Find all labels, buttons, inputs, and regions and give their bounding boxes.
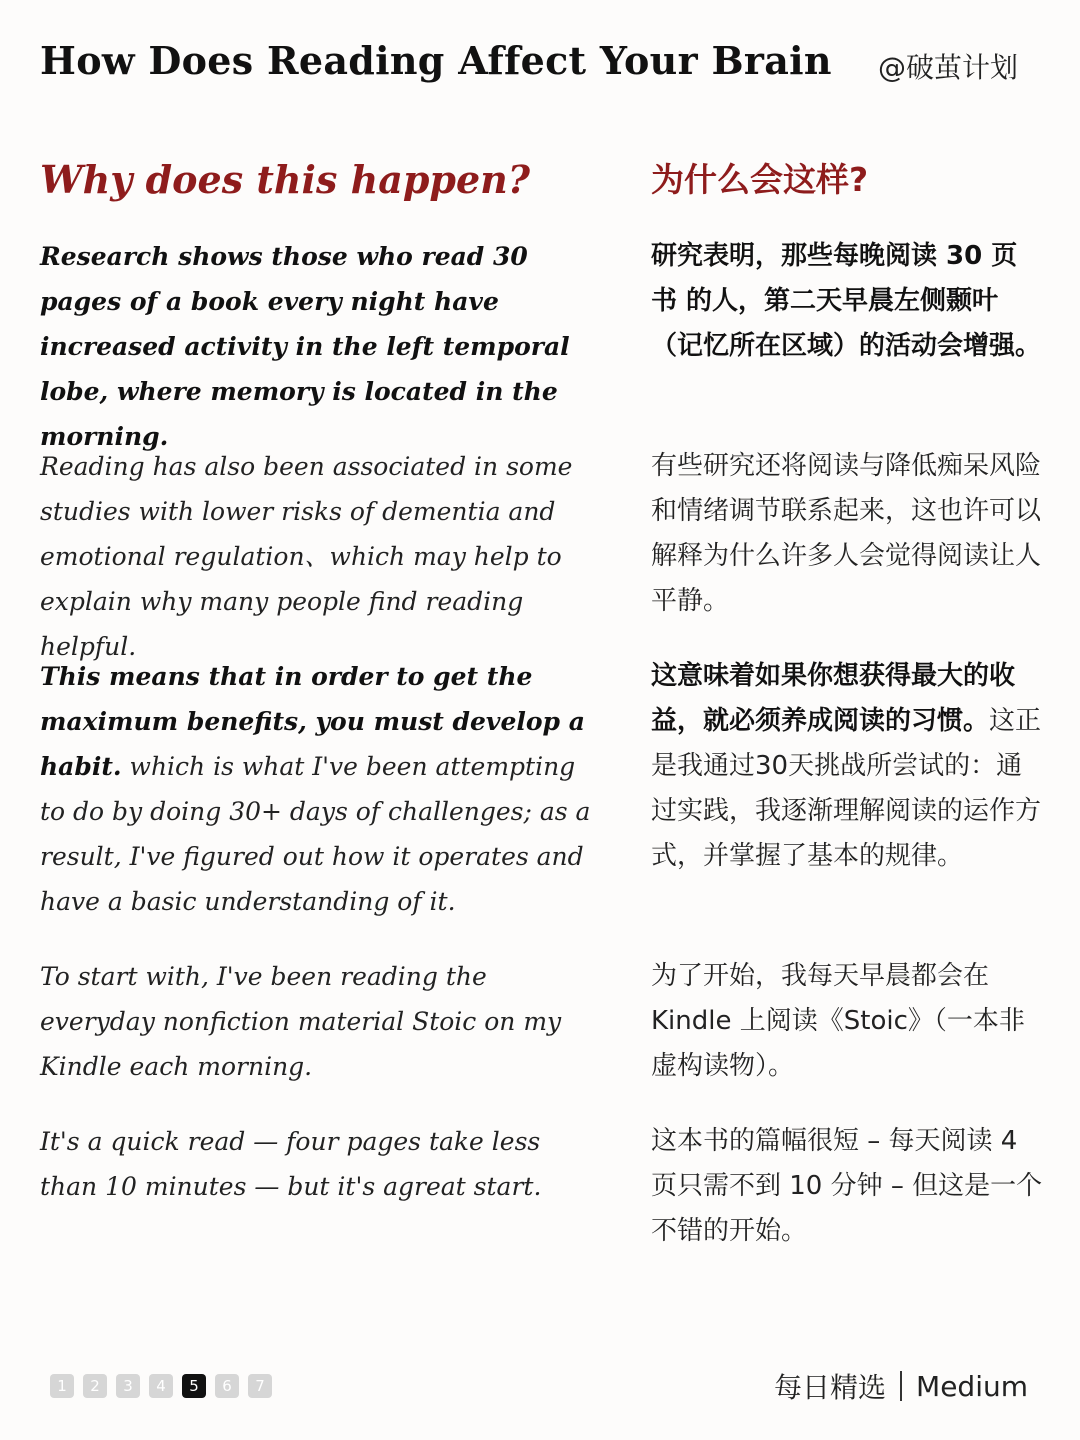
footer-brand [774,1366,1028,1406]
page-indicator-4[interactable]: 4 [149,1374,173,1398]
section-heading-zh: 为什么会这样? [651,160,869,199]
page-indicator-7[interactable]: 7 [248,1374,272,1398]
paragraph-en-3-bold: This means that in order to get the maximum benefits, you must develop a habit. [40,662,585,781]
paragraph-zh-5: 这本书的篇幅很短 – 每天阅读 4 页只需不到 10 分钟 – 但这是一个不错的开始。 [651,1126,1043,1246]
author-handle: @破茧计划 [877,51,1018,84]
paragraph-en-4: To start with, I've been reading the everyday nonfiction material Stoic on my Kindle each morning. [40,962,562,1081]
paragraph-zh-3 [651,654,1043,879]
paragraph-zh-2: 有些研究还将阅读与降低痴呆风险和情绪调节联系起来，这也许可以解释为什么许多人会觉得阅读让人平静。 [651,451,1042,616]
paragraph-en-2: Reading has also been associated in some studies with lower risks of dementia and emotional regulation、which may help to explain why many people find reading helpful. [40,452,573,661]
footer-divider [900,1371,902,1401]
footer-source: Medium [916,1369,1028,1403]
page-indicator-2[interactable]: 2 [83,1374,107,1398]
paragraph-zh-1: 研究表明，那些每晚阅读 30 页书 的人，第二天早晨左侧颞叶（记忆所在区域）的活动会增强。 [651,241,1042,361]
page-indicator-5-current[interactable]: 5 [182,1374,206,1398]
section-heading-en: Why does this happen? [40,157,531,202]
pagination [50,1374,272,1398]
page-indicator-3[interactable]: 3 [116,1374,140,1398]
paragraph-en-3-rest: which is what I've been attempting to do by doing 30+ days of challenges; as a result, I've figured out how it operates and have a basic understanding of it. [40,752,591,916]
paragraph-en-5: It's a quick read — four pages take less than 10 minutes — but it's agreat start. [40,1127,542,1201]
footer-label: 每日精选 [774,1371,887,1404]
page-indicator-1[interactable]: 1 [50,1374,74,1398]
paragraph-en-1: Research shows those who read 30 pages of a book every night have increased activity in the left temporal lobe, where memory is located in the morning. [40,242,570,451]
chinese-column [651,150,1043,1246]
english-column [40,150,605,1201]
paragraph-zh-3-bold: 这意味着如果你想获得最大的收益，就必须养成阅读的习惯。 [651,661,1016,736]
paragraph-zh-3-rest: 这正是我通过30天挑战所尝试的：通过实践，我逐渐理解阅读的运作方式，并掌握了基本的规律。 [651,706,1042,871]
page-indicator-6[interactable]: 6 [215,1374,239,1398]
page-title: How Does Reading Affect Your Brain [40,38,832,83]
paragraph-en-3 [40,654,605,924]
paragraph-zh-4: 为了开始，我每天早晨都会在 Kindle 上阅读《Stoic》（一本非虚构读物）。 [651,961,1025,1081]
